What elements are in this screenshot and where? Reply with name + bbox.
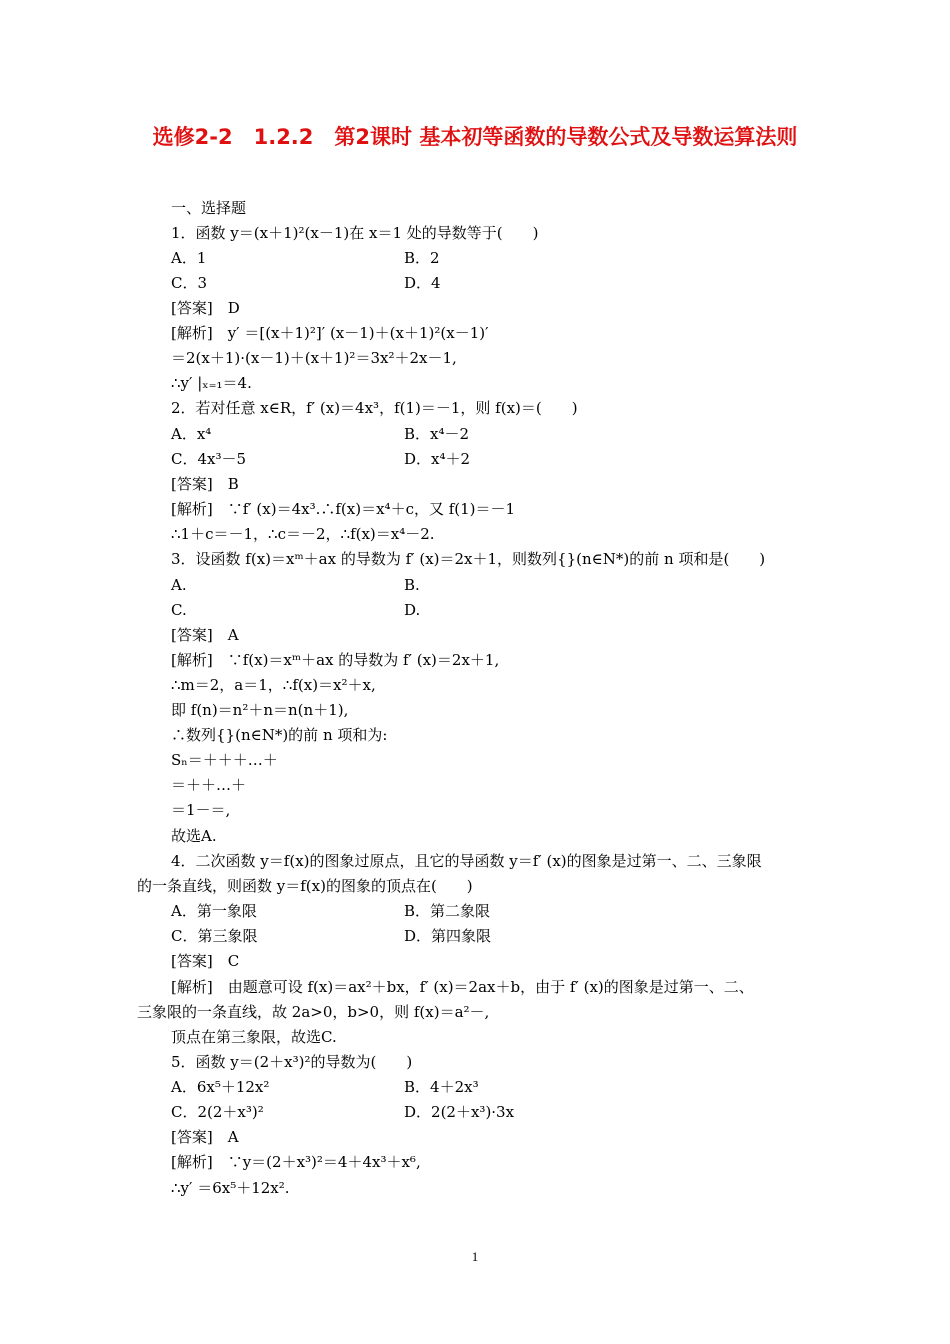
q1-option-c: C．3 — [171, 274, 208, 292]
q3-option-a: A. — [171, 576, 187, 594]
q3-analysis-line: Sₙ＝＋＋＋…＋ — [171, 751, 278, 769]
document-title: 选修2-2 1.2.2 第2课时 基本初等函数的导数公式及导数运算法则 — [152, 125, 798, 149]
q1-option-b: B．2 — [404, 249, 440, 267]
question-2: 2．若对任意 x∈R，f′ (x)＝4x³，f(1)＝－1，则 f(x)＝( ) — [171, 399, 578, 417]
section-heading: 一、选择题 — [171, 199, 247, 217]
q4-answer: [答案] C — [171, 952, 240, 970]
q2-option-b: B．x⁴－2 — [404, 425, 470, 443]
q3-option-b: B. — [404, 576, 420, 594]
q4-option-b: B．第二象限 — [404, 902, 491, 920]
q4-analysis-line: 三象限的一条直线，故 2a>0，b>0，则 f(x)＝a²－, — [137, 1003, 490, 1021]
q5-analysis-line: ∴y′ ＝6x⁵＋12x². — [171, 1179, 290, 1197]
q1-analysis: [解析] y′ ＝[(x＋1)²]′ (x－1)＋(x＋1)²(x－1)′ — [171, 324, 489, 342]
q2-analysis: [解析] ∵f′ (x)＝4x³.∴f(x)＝x⁴＋c，又 f(1)＝－1 — [171, 500, 516, 518]
q3-analysis-line: 故选A. — [171, 827, 217, 845]
q2-option-c: C．4x³－5 — [171, 450, 247, 468]
q3-analysis-line: ＝＋＋…＋ — [171, 776, 247, 794]
question-4: 4．二次函数 y＝f(x)的图象过原点，且它的导函数 y＝f′ (x)的图象是过第一、二、三象限 — [171, 852, 762, 870]
question-1: 1．函数 y＝(x＋1)²(x－1)在 x＝1 处的导数等于( ) — [171, 224, 539, 242]
q5-option-b: B．4＋2x³ — [404, 1078, 479, 1096]
q1-analysis-line: ∴y′ |ₓ₌₁＝4. — [171, 374, 252, 392]
q4-option-c: C．第三象限 — [171, 927, 258, 945]
q3-answer: [答案] A — [171, 626, 239, 644]
q2-option-d: D．x⁴＋2 — [404, 450, 471, 468]
q1-option-d: D．4 — [404, 274, 441, 292]
q1-option-a: A．1 — [171, 249, 207, 267]
q3-analysis: [解析] ∵f(x)＝xᵐ＋ax 的导数为 f′ (x)＝2x＋1, — [171, 651, 500, 669]
q4-analysis: [解析] 由题意可设 f(x)＝ax²＋bx，f′ (x)＝2ax＋b，由于 f′ (x)的图象是过第一、二、 — [171, 978, 754, 996]
page-number: 1 — [471, 1249, 479, 1264]
q3-option-d: D. — [404, 601, 421, 619]
q2-analysis-line: ∴1＋c＝－1，∴c＝－2，∴f(x)＝x⁴－2. — [171, 525, 435, 543]
q2-answer: [答案] B — [171, 475, 239, 493]
q4-option-a: A．第一象限 — [171, 902, 257, 920]
q3-option-c: C. — [171, 601, 187, 619]
q3-analysis-line: ∴m＝2，a＝1，∴f(x)＝x²＋x, — [171, 676, 376, 694]
q1-answer: [答案] D — [171, 299, 240, 317]
q5-option-d: D．2(2＋x³)·3x — [404, 1103, 515, 1121]
q5-analysis: [解析] ∵y＝(2＋x³)²＝4＋4x³＋x⁶, — [171, 1153, 421, 1171]
q2-option-a: A．x⁴ — [171, 425, 212, 443]
question-4-cont: 的一条直线，则函数 y＝f(x)的图象的顶点在( ) — [137, 877, 473, 895]
question-5: 5．函数 y＝(2＋x³)²的导数为( ) — [171, 1053, 413, 1071]
q4-analysis-line: 顶点在第三象限，故选C. — [171, 1028, 337, 1046]
question-3: 3．设函数 f(x)＝xᵐ＋ax 的导数为 f′ (x)＝2x＋1，则数列{}(n∈N*)的前 n 项和是( ) — [171, 550, 766, 568]
q3-analysis-line: ＝1－＝, — [171, 801, 231, 819]
q4-option-d: D．第四象限 — [404, 927, 492, 945]
q1-analysis-line: ＝2(x＋1)·(x－1)＋(x＋1)²＝3x²＋2x－1, — [171, 349, 457, 367]
q3-analysis-line: 即 f(n)＝n²＋n＝n(n＋1), — [171, 701, 349, 719]
q5-option-a: A．6x⁵＋12x² — [171, 1078, 270, 1096]
q3-analysis-line: ∴数列{}(n∈N*)的前 n 项和为: — [171, 726, 388, 744]
q5-option-c: C．2(2＋x³)² — [171, 1103, 264, 1121]
q5-answer: [答案] A — [171, 1128, 239, 1146]
